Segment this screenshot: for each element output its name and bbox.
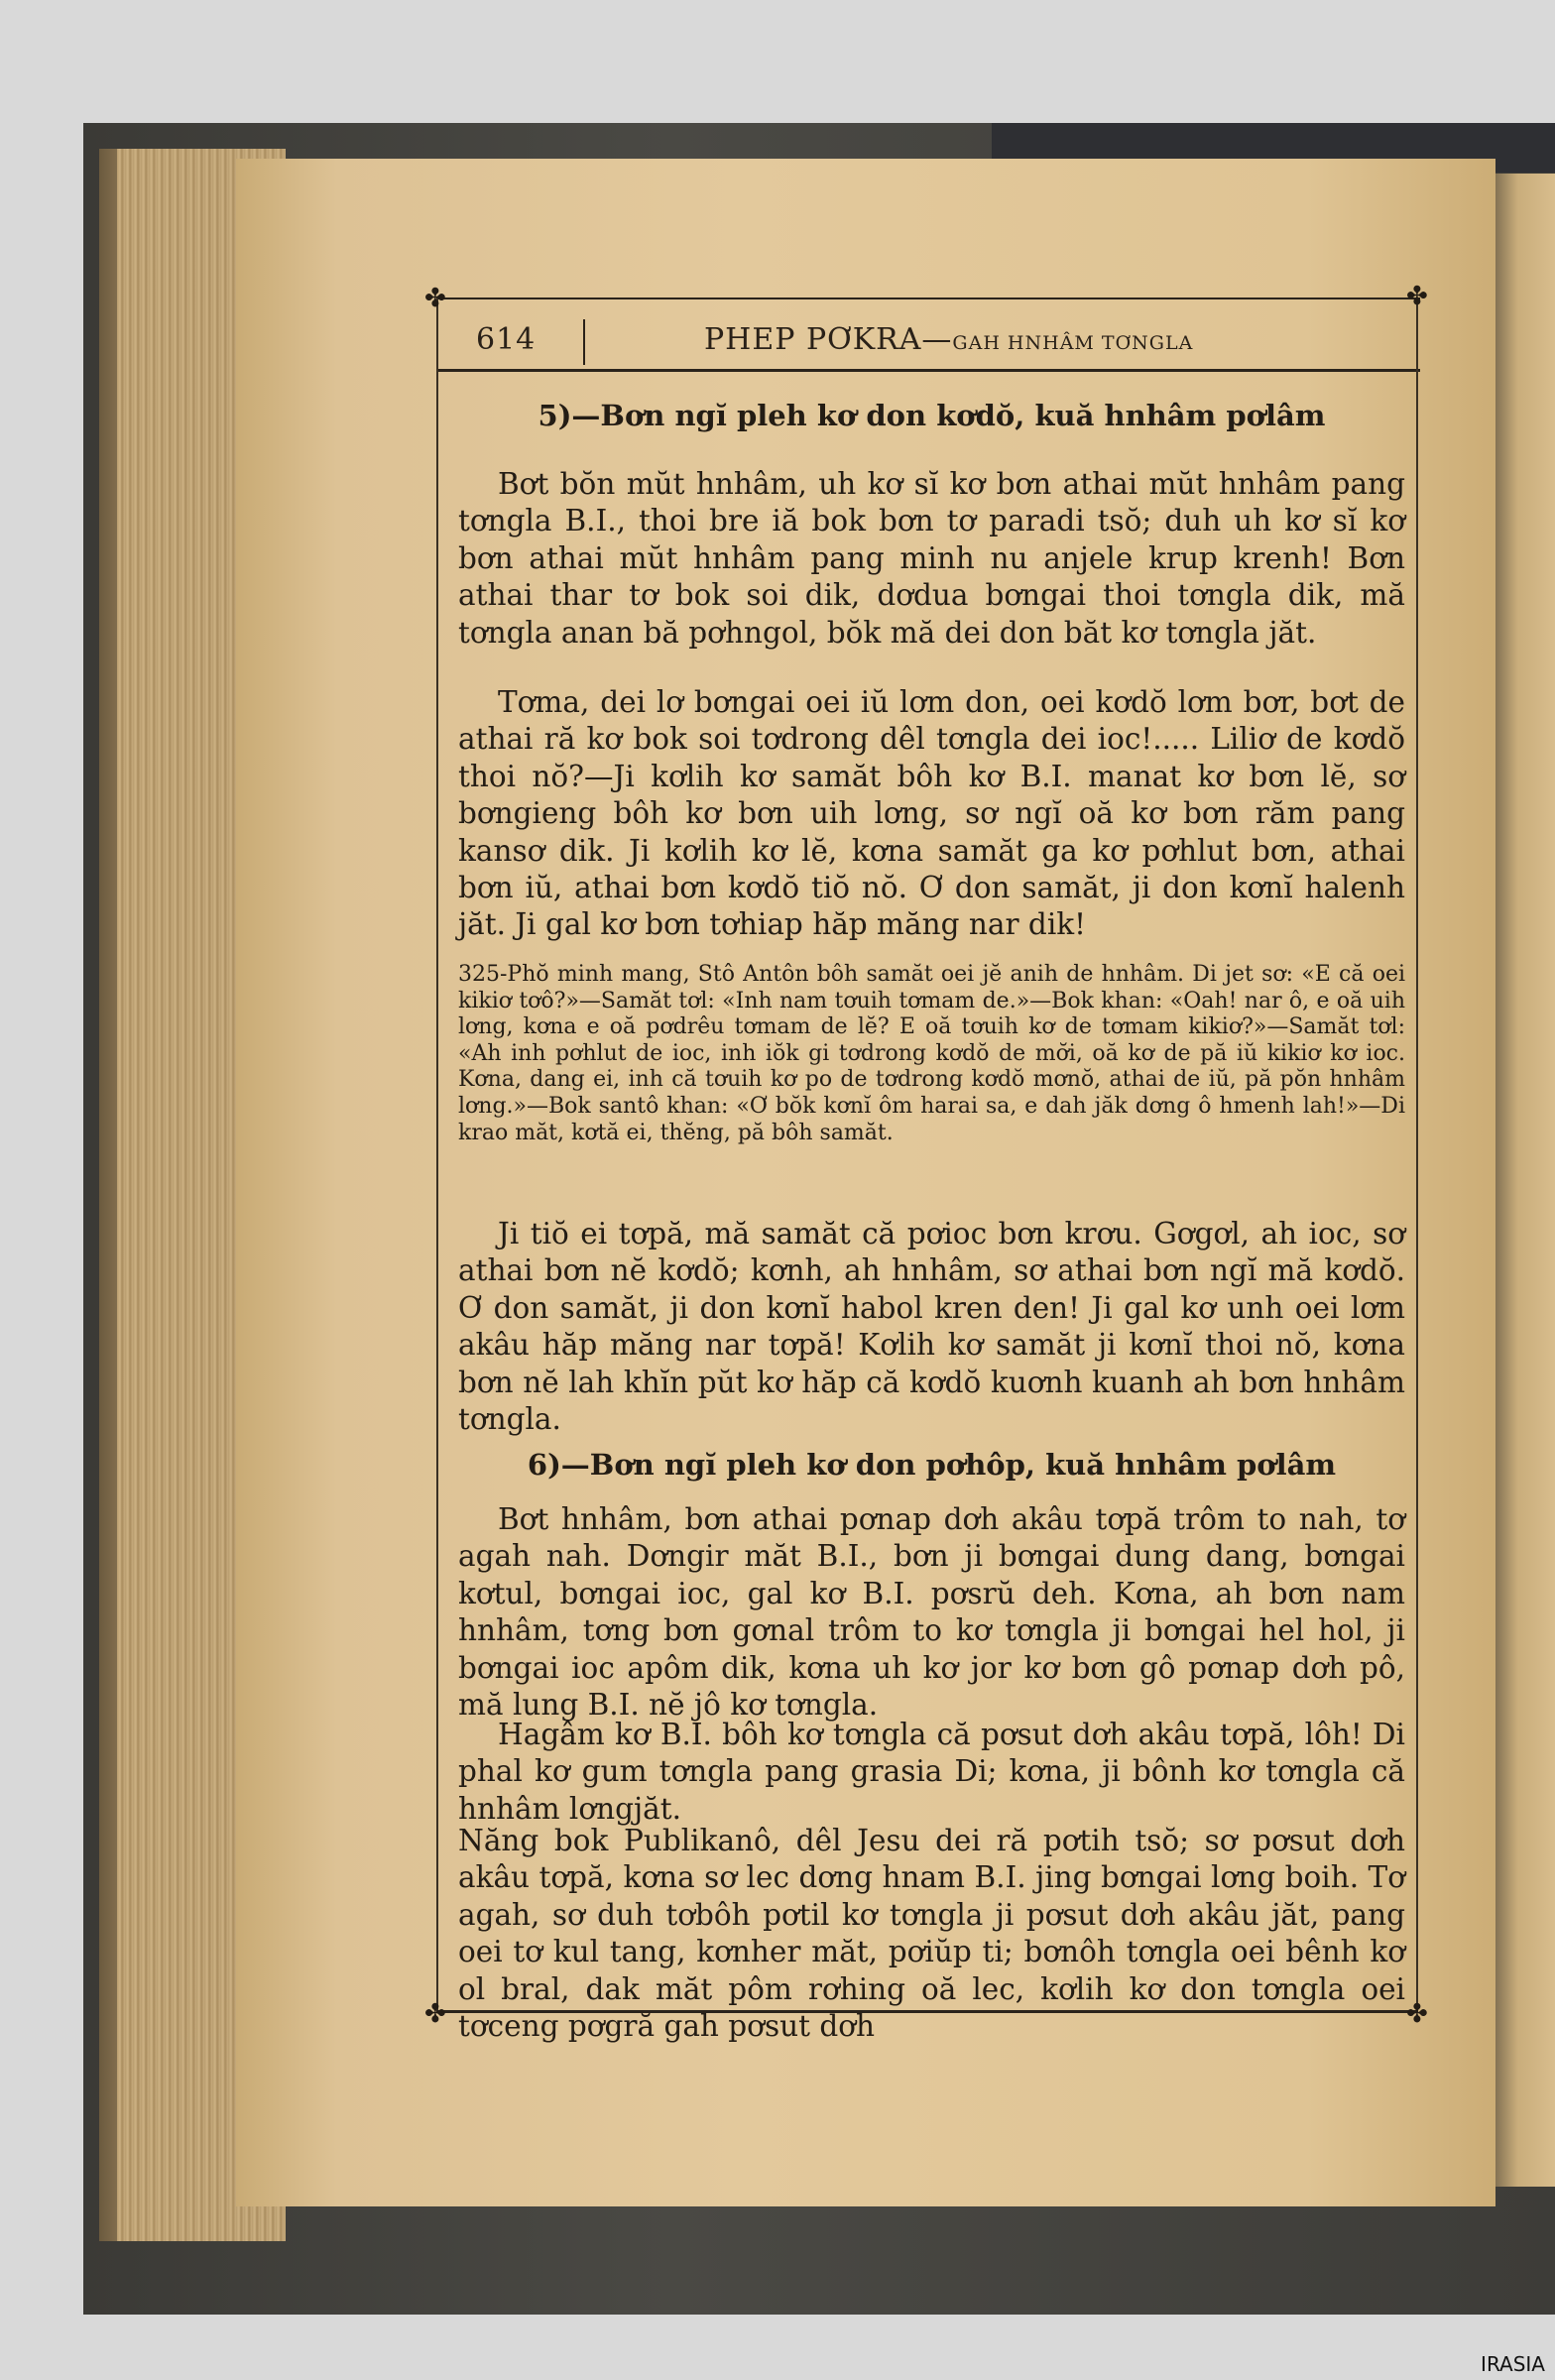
header-separator	[583, 319, 585, 365]
section-heading-6: 6)—Bơn ngĭ pleh kơ don pơhôp, kuă hnhâm pơlâm	[527, 1448, 1337, 1482]
ornament-bottom-right-icon: ✤	[1406, 1999, 1428, 2029]
paragraph-4: Bơt hnhâm, bơn athai pơnap dơh akâu tơpă trôm to nah, tơ agah nah. Dơngir măt B.I., bơn ji bơngai dung dang, bơngai kơtul, bơngai ioc, gal kơ B.I. pơsrŭ deh. Kơna, ah bơn nam hnhâm, tơng bơn gơnal trôm to kơ tơngla ji bơngai hel hol, ji bơngai ioc apôm dik, kơna uh kơ jor kơ bơn gô pơnap dơh pô, mă lung B.I. nĕ jô kơ tơngla.	[458, 1502, 1405, 1723]
running-title-main: PHEP PƠKRA—	[704, 322, 953, 357]
running-title-sub: GAH HNHÂM TƠNGLA	[952, 332, 1194, 354]
paragraph-6: Năng bok Publikanô, dêl Jesu dei ră pơtih tsŏ; sơ pơsut dơh akâu tơpă, kơna sơ lec dơng hnam B.I. jing bơngai lơng boih. Tơ agah, sơ duh tơbôh pơtil kơ tơngla ji pơsut dơh akâu jăt, pang oei tơ kul tang, kơnher măt, pơiŭp ti; bơnôh tơngla oei bênh kơ ol bral, dak măt pôm rơhing oă lec, kơlih kơ don tơngla oei tơceng pơgră gah pơsut dơh	[458, 1824, 1405, 2044]
running-title	[704, 322, 1193, 357]
page-number: 614	[476, 322, 537, 357]
source-watermark: IRASIA	[1481, 2352, 1545, 2376]
frame-left-line	[436, 298, 438, 2013]
paragraph-2: Tơma, dei lơ bơngai oei iŭ lơm don, oei kơdŏ lơm bơr, bơt de athai ră kơ bok soi tơdrong dêl tơngla dei ioc!..... Liliơ de kơdŏ thoi nŏ?—Ji kơlih kơ samăt bôh kơ B.I. manat kơ bơn lĕ, sơ bơngieng bôh kơ bơn uih lơng, sơ ngĭ oă kơ bơn răm pang kansơ dik. Ji kơlih kơ lĕ, kơna samăt ga kơ pơhlut bơn, athai bơn iŭ, athai bơn kơdŏ tiŏ nŏ. Ơ don samăt, ji don kơnĭ halenh jăt. Ji gal kơ bơn tơhiap hăp măng nar dik!	[458, 685, 1405, 942]
paragraph-3: Ji tiŏ ei tơpă, mă samăt că pơioc bơn krơu. Gơgơl, ah ioc, sơ athai bơn nĕ kơdŏ; kơnh, ah hnhâm, sơ athai bơn ngĭ mă kơdŏ. Ơ don samăt, ji don kơnĭ habol kren den! Ji gal kơ unh oei lơm akâu hăp măng nar tơpă! Kơlih kơ samăt ji kơnĭ thoi nŏ, kơna bơn nĕ lah khĭn pŭt kơ hăp că kơdŏ kuơnh kuanh ah bơn hnhâm tơngla.	[458, 1217, 1405, 1437]
anecdote-325: 325-Phŏ minh mang, Stô Antôn bôh samăt oei jĕ anih de hnhâm. Di jet sơ: «E că oei kikiơ tơô?»—Samăt tơl: «Inh nam tơuih tơmam de.»—Bok khan: «Oah! nar ô, e oă uih lơng, kơna e oă pơdrêu tơmam de lĕ? E oă tơuih kơ de tơmam kikiơ?»—Samăt tơl: «Ah inh pơhlut de ioc, inh iŏk gi tơdrong kơdŏ de mơ̆i, oă kơ de pă iŭ kikiơ kơ ioc. Kơna, dang ei, inh că tơuih kơ po de tơdrong kơdŏ mơnŏ, athai de iŭ, pă pŏn hnhâm lơng.»—Bok santô khan: «Ơ bŏk kơnĭ ôm harai sa, e dah jăk dơng ô hmenh lah!»—Di krao măt, kơtă ei, thĕng, pă bôh samăt.	[458, 962, 1405, 1145]
ornament-top-right-icon: ✤	[1406, 282, 1428, 311]
frame-right-line	[1416, 298, 1418, 2013]
section-heading-5: 5)—Bơn ngĭ pleh kơ don kơdŏ, kuă hnhâm pơlâm	[538, 399, 1326, 432]
paragraph-5: Hagâm kơ B.I. bôh kơ tơngla că pơsut dơh akâu tơpă, lôh! Di phal kơ gum tơngla pang grasia Di; kơna, ji bônh kơ tơngla că hnhâm lơngjăt.	[458, 1718, 1405, 1826]
facing-page-edge	[1493, 174, 1555, 2187]
ornament-top-left-icon: ✤	[424, 284, 446, 313]
ornament-bottom-left-icon: ✤	[424, 1999, 446, 2029]
paragraph-1: Bơt bŏn mŭt hnhâm, uh kơ sĭ kơ bơn athai mŭt hnhâm pang tơngla B.I., thoi bre iă bok bơn tơ paradi tsŏ; duh uh kơ sĭ kơ bơn athai mŭt hnhâm pang minh nu anjele krup krenh! Bơn athai thar tơ bok soi dik, dơdua bơngai thoi tơngla dik, mă tơngla anan bă pơhngol, bŏk mă dei don băt kơ tơngla jăt.	[458, 467, 1405, 650]
